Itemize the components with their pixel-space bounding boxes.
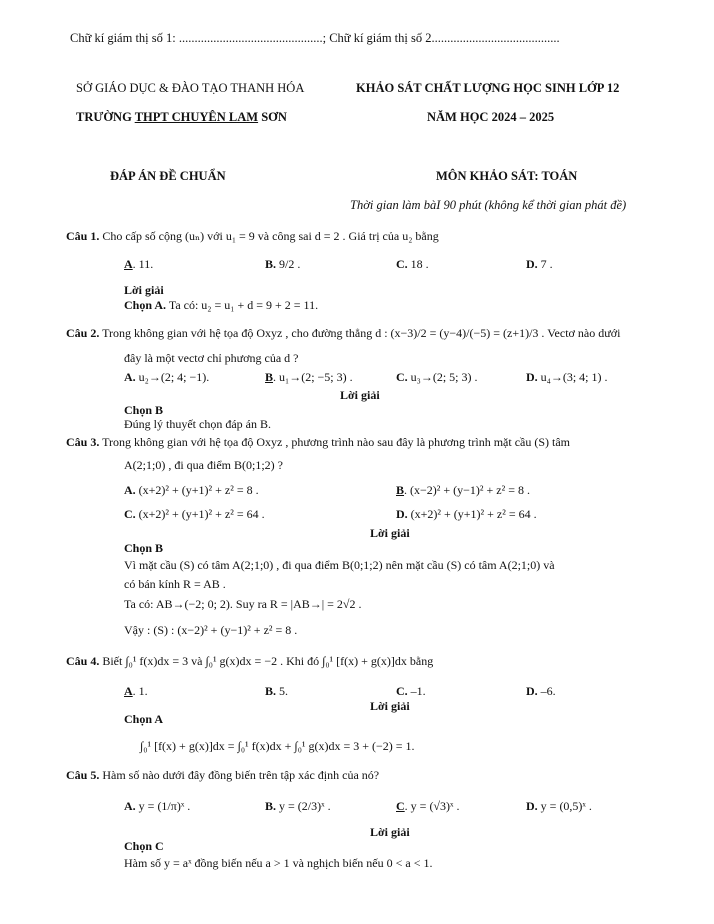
q3-solution-line-3: Ta có: AB→(−2; 0; 2). Suy ra R = |AB→| = 2√2 . xyxy=(124,597,362,611)
q2-option-b: B. u₁→(2; −5; 3) . xyxy=(265,370,353,384)
q1-option-a: A. 11. xyxy=(124,257,154,271)
q2-option-d: D. u₄→(3; 4; 1) . xyxy=(526,370,608,384)
answer-key-title: ĐÁP ÁN ĐỀ CHUẨN xyxy=(110,169,226,183)
q1-option-d: D. 7 . xyxy=(526,257,553,271)
subject-title: MÔN KHẢO SÁT: TOÁN xyxy=(436,169,578,183)
q3-solution-heading: Lời giải xyxy=(370,526,410,540)
question-2-cont: đây là một vectơ chỉ phương của d ? xyxy=(124,351,299,365)
question-2: Câu 2. Trong không gian với hệ tọa độ Oxyz , cho đường thẳng d : (x−3)/2 = (y−4)/(−5) = (z+1)/3 . Vectơ nào dưới xyxy=(66,326,621,340)
q4-solution: ∫₀¹ [f(x) + g(x)]dx = ∫₀¹ f(x)dx + ∫₀¹ g(x)dx = 3 + (−2) = 1. xyxy=(140,739,415,753)
q2-solution-heading: Lời giải xyxy=(340,388,380,402)
department: SỞ GIÁO DỤC & ĐÀO TẠO THANH HÓA xyxy=(76,81,305,95)
q3-option-b: B. (x−2)² + (y−1)² + z² = 8 . xyxy=(396,483,530,497)
question-3-cont: A(2;1;0) , đi qua điểm B(0;1;2) ? xyxy=(124,458,283,472)
q4-option-b: B. 5. xyxy=(265,684,289,698)
q4-option-a: A. 1. xyxy=(124,684,148,698)
q2-option-c: C. u₃→(2; 5; 3) . xyxy=(396,370,478,384)
q3-solution-line-4: Vậy : (S) : (x−2)² + (y−1)² + z² = 8 . xyxy=(124,623,298,637)
question-1: Câu 1. Cho cấp số cộng (uₙ) với u₁ = 9 và công sai d = 2 . Giá trị của u₂ bằng xyxy=(66,229,439,243)
q4-option-c: C. –1. xyxy=(396,684,426,698)
q3-choice: Chọn B xyxy=(124,541,164,555)
q5-option-c: C. y = (√3)ˣ . xyxy=(396,799,460,813)
school-year: NĂM HỌC 2024 – 2025 xyxy=(427,110,555,124)
q4-option-d: D. –6. xyxy=(526,684,556,698)
q1-solution-heading: Lời giải xyxy=(124,283,164,297)
q5-solution: Hàm số y = aˣ đồng biến nếu a > 1 và nghịch biến nếu 0 < a < 1. xyxy=(124,856,433,870)
q5-option-b: B. y = (2/3)ˣ . xyxy=(265,799,331,813)
q4-solution-heading: Lời giải xyxy=(370,699,410,713)
q5-option-a: A. y = (1/π)ˣ . xyxy=(124,799,191,813)
q1-option-b: B. 9/2 . xyxy=(265,257,301,271)
q1-option-c: C. 18 . xyxy=(396,257,429,271)
survey-title: KHẢO SÁT CHẤT LƯỢNG HỌC SINH LỚP 12 xyxy=(356,81,620,95)
q1-solution: Chọn A. Ta có: u₂ = u₁ + d = 9 + 2 = 11. xyxy=(124,298,319,312)
signature-line: Chữ kí giám thị số 1: ..............................................; Chữ kí giám thị số 2......................................... xyxy=(70,31,560,45)
school-name: TRƯỜNG THPT CHUYÊN LAM SƠN xyxy=(76,110,287,124)
q3-solution-line-1: Vì mặt cầu (S) có tâm A(2;1;0) , đi qua điểm B(0;1;2) nên mặt cầu (S) có tâm A(2;1;0) và xyxy=(124,558,555,572)
q3-solution-line-2: có bán kính R = AB . xyxy=(124,577,226,591)
question-5: Câu 5. Hàm số nào dưới đây đồng biến trên tập xác định của nó? xyxy=(66,768,380,782)
q5-choice: Chọn C xyxy=(124,839,164,853)
q3-option-c: C. (x+2)² + (y+1)² + z² = 64 . xyxy=(124,507,265,521)
question-3: Câu 3. Trong không gian với hệ tọa độ Oxyz , phương trình nào sau đây là phương trình mặt cầu (S) tâm xyxy=(66,435,571,449)
q3-option-a: A. (x+2)² + (y+1)² + z² = 8 . xyxy=(124,483,259,497)
q2-choice: Chọn B xyxy=(124,403,164,417)
q4-choice: Chọn A xyxy=(124,712,164,726)
q5-option-d: D. y = (0,5)ˣ . xyxy=(526,799,592,813)
q5-solution-heading: Lời giải xyxy=(370,825,410,839)
q3-option-d: D. (x+2)² + (y+1)² + z² = 64 . xyxy=(396,507,537,521)
q2-option-a: A. u₂→(2; 4; −1). xyxy=(124,370,210,384)
time-note: Thời gian làm bàI 90 phút (không kể thời gian phát đề) xyxy=(350,198,627,212)
q2-solution: Đúng lý thuyết chọn đáp án B. xyxy=(124,417,271,431)
question-4: Câu 4. Biết ∫₀¹ f(x)dx = 3 và ∫₀¹ g(x)dx = −2 . Khi đó ∫₀¹ [f(x) + g(x)]dx bằng xyxy=(66,654,434,668)
